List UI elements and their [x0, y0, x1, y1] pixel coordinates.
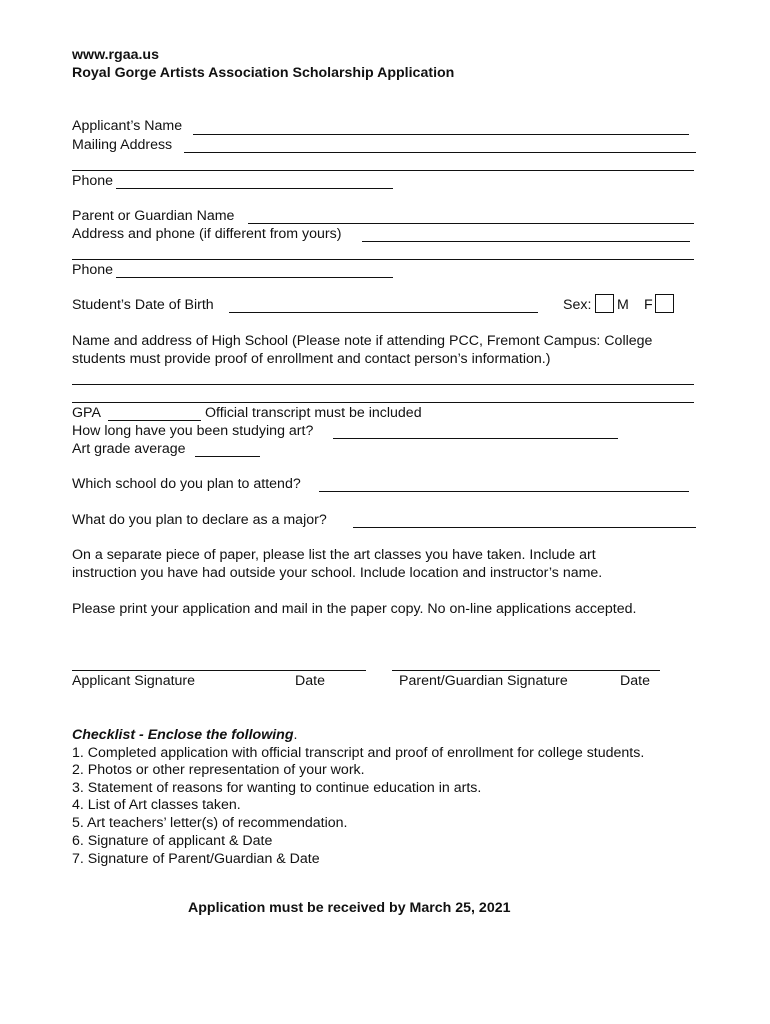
school-line-1[interactable] [72, 384, 694, 385]
mailing-address-line[interactable] [184, 152, 696, 153]
which-school-line[interactable] [319, 491, 689, 492]
checklist-item: 6. Signature of applicant & Date [72, 833, 273, 849]
checklist-item: 5. Art teachers’ letter(s) of recommendation. [72, 815, 348, 831]
parent-address-label: Address and phone (if different from yours) [72, 226, 342, 242]
gpa-label: GPA [72, 405, 101, 421]
parent-date-label: Date [620, 673, 650, 689]
sex-f-checkbox[interactable] [655, 294, 674, 313]
applicant-name-label: Applicant’s Name [72, 118, 183, 134]
school-label-line-2: students must provide proof of enrollment and contact person’s information.) [72, 351, 551, 367]
parent-name-label: Parent or Guardian Name [72, 208, 235, 224]
parent-phone-label: Phone [72, 262, 114, 278]
major-label: What do you plan to declare as a major? [72, 512, 327, 528]
gpa-note: Official transcript must be included [205, 405, 422, 421]
school-line-2[interactable] [72, 402, 694, 403]
checklist-item: 4. List of Art classes taken. [72, 797, 241, 813]
years-art-label: How long have you been studying art? [72, 423, 314, 439]
dob-label: Student’s Date of Birth [72, 297, 214, 313]
applicant-date-label: Date [295, 673, 325, 689]
sex-f-label: F [644, 297, 653, 313]
checklist-item: 3. Statement of reasons for wanting to continue education in arts. [72, 780, 482, 796]
parent-name-line[interactable] [248, 223, 694, 224]
instructions-line-1: On a separate piece of paper, please list the art classes you have taken. Include art [72, 547, 596, 563]
sex-m-checkbox[interactable] [595, 294, 614, 313]
website-url: www.rgaa.us [72, 47, 159, 63]
applicant-name-line[interactable] [193, 134, 689, 135]
which-school-label: Which school do you plan to attend? [72, 476, 301, 492]
sex-label: Sex: [563, 297, 592, 313]
phone-label: Phone [72, 173, 114, 189]
major-line[interactable] [353, 527, 696, 528]
checklist-item: 7. Signature of Parent/Guardian & Date [72, 851, 320, 867]
mailing-address-label: Mailing Address [72, 137, 173, 153]
checklist-item: 1. Completed application with official transcript and proof of enrollment for college students. [72, 745, 645, 761]
parent-signature-line[interactable] [392, 670, 660, 671]
parent-signature-label: Parent/Guardian Signature [399, 673, 568, 689]
applicant-signature-line[interactable] [72, 670, 366, 671]
deadline-notice: Application must be received by March 25, 2021 [188, 900, 511, 916]
print-mail-note: Please print your application and mail in the paper copy. No on-line applications accepted. [72, 601, 637, 617]
checklist-heading [72, 727, 297, 744]
gpa-line[interactable] [108, 420, 201, 421]
parent-phone-line[interactable] [116, 277, 393, 278]
years-art-line[interactable] [333, 438, 618, 439]
checklist-heading-period: . [293, 727, 298, 743]
school-label-line-1: Name and address of High School (Please note if attending PCC, Fremont Campus: College [72, 333, 653, 349]
mailing-address-line-2[interactable] [72, 170, 694, 171]
instructions-line-2: instruction you have had outside your school. Include location and instructor’s name. [72, 565, 603, 581]
applicant-signature-label: Applicant Signature [72, 673, 196, 689]
sex-m-label: M [617, 297, 629, 313]
phone-line[interactable] [116, 188, 393, 189]
parent-address-line[interactable] [362, 241, 690, 242]
art-grade-line[interactable] [195, 456, 260, 457]
form-title: Royal Gorge Artists Association Scholarship Application [72, 65, 455, 81]
art-grade-label: Art grade average [72, 441, 186, 457]
checklist-heading-text: Checklist - Enclose the following [72, 727, 294, 743]
dob-line[interactable] [229, 312, 538, 313]
checklist-item: 2. Photos or other representation of your work. [72, 762, 365, 778]
parent-address-line-2[interactable] [72, 259, 694, 260]
